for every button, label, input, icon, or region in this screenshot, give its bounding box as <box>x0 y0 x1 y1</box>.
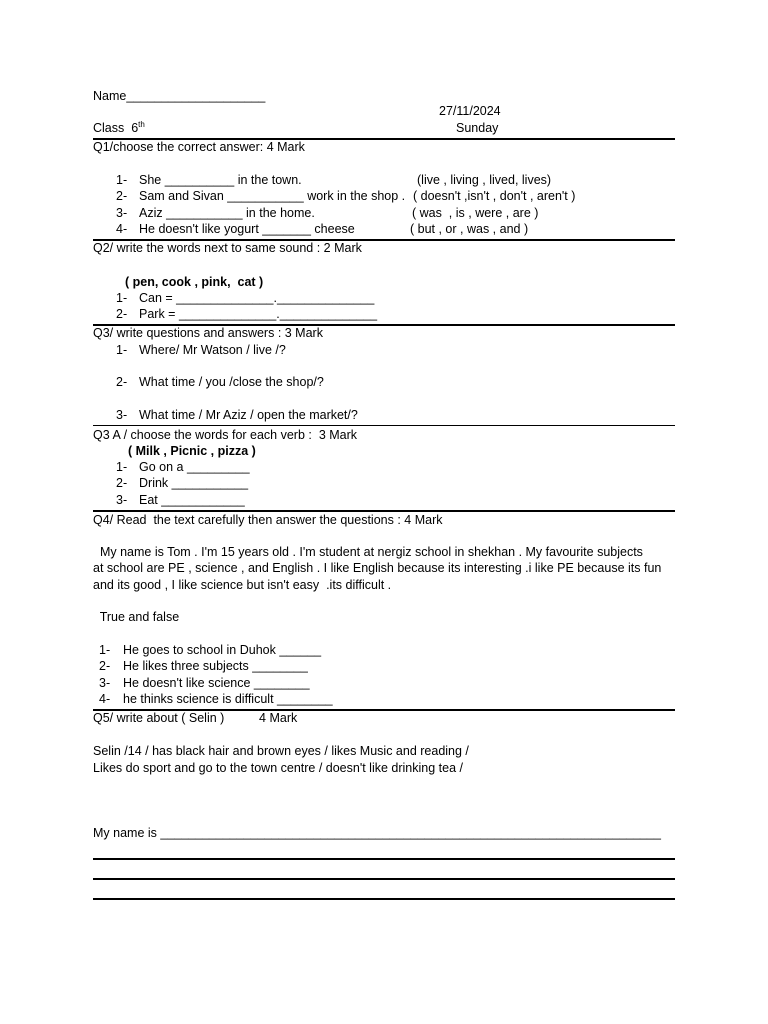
class-label <box>93 121 145 136</box>
divider <box>93 510 675 512</box>
passage-line: and its good , I like science but isn't easy .its difficult . <box>93 578 392 592</box>
q3a-item-text: Go on a _________ <box>139 460 250 474</box>
q4-item-number: 4- <box>99 692 111 706</box>
q1-item-options: ( was , is , were , are ) <box>412 206 539 220</box>
q5-answer-start: My name is ________________________________________________________________________ <box>93 826 661 840</box>
q3-item-number: 3- <box>116 408 128 422</box>
q2-title: Q2/ write the words next to same sound : 2 Mark <box>93 241 362 255</box>
answer-line <box>93 878 675 880</box>
q1-item-number: 1- <box>116 173 128 187</box>
true-false-title: True and false <box>93 610 180 624</box>
q4-item-text: He doesn't like science ________ <box>123 676 310 690</box>
answer-line <box>93 858 675 860</box>
q3-item-text: What time / you /close the shop/? <box>139 375 324 389</box>
q3a-item-number: 1- <box>116 460 128 474</box>
q1-title: Q1/choose the correct answer: 4 Mark <box>93 140 305 154</box>
q3a-word-bank: ( Milk , Picnic , pizza ) <box>128 444 256 458</box>
passage-line: at school are PE , science , and English . I like English because its interesting .i like PE because its fun <box>93 561 662 575</box>
q2-item-text: Can = ______________.______________ <box>139 291 375 305</box>
passage-line: My name is Tom . I'm 15 years old . I'm student at nergiz school in shekhan . My favourite subjects <box>93 545 643 559</box>
q3-item-text: What time / Mr Aziz / open the market/? <box>139 408 358 422</box>
answer-line <box>93 898 675 900</box>
q5-prompt-line: Selin /14 / has black hair and brown eyes / likes Music and reading / <box>93 744 469 758</box>
q1-item-options: ( but , or , was , and ) <box>410 222 529 236</box>
q5-prompt-line: Likes do sport and go to the town centre / doesn't like drinking tea / <box>93 761 463 775</box>
q3-item-number: 1- <box>116 343 128 357</box>
q2-item-number: 1- <box>116 291 128 305</box>
q1-item-options: ( doesn't ,isn't , don't , aren't ) <box>413 189 576 203</box>
exam-day: Sunday <box>456 121 499 135</box>
q3a-item-number: 2- <box>116 476 128 490</box>
q4-item-text: He goes to school in Duhok ______ <box>123 643 322 657</box>
q4-item-number: 1- <box>99 643 111 657</box>
divider <box>93 425 675 426</box>
q4-item-number: 3- <box>99 676 111 690</box>
q1-item-text: Aziz ___________ in the home. <box>139 206 315 220</box>
q2-word-bank: ( pen, cook , pink, cat ) <box>125 275 264 289</box>
q3a-item-text: Drink ___________ <box>139 476 249 490</box>
q1-item-options: (live , living , lived, lives) <box>417 173 552 187</box>
q1-item-text: She __________ in the town. <box>139 173 302 187</box>
exam-date: 27/11/2024 <box>439 104 501 118</box>
q1-item-number: 4- <box>116 222 128 236</box>
q4-title: Q4/ Read the text carefully then answer the questions : 4 Mark <box>93 513 443 527</box>
q1-item-text: He doesn't like yogurt _______ cheese <box>139 222 355 236</box>
q1-item-text: Sam and Sivan ___________ work in the shop . <box>139 189 406 203</box>
q3a-title: Q3 A / choose the words for each verb : 3 Mark <box>93 428 358 442</box>
q2-item-text: Park = ______________.______________ <box>139 307 378 321</box>
q3a-item-number: 3- <box>116 493 128 507</box>
class-text: Class 6 <box>93 121 139 135</box>
q3-item-number: 2- <box>116 375 128 389</box>
q4-item-text: He likes three subjects ________ <box>123 659 308 673</box>
name-field-label: Name____________________ <box>93 89 266 103</box>
q3a-item-text: Eat ____________ <box>139 493 245 507</box>
q4-item-text: he thinks science is difficult ________ <box>123 692 333 706</box>
q1-item-number: 3- <box>116 206 128 220</box>
q2-item-number: 2- <box>116 307 128 321</box>
q3-item-text: Where/ Mr Watson / live /? <box>139 343 286 357</box>
q4-item-number: 2- <box>99 659 111 673</box>
q3-title: Q3/ write questions and answers : 3 Mark <box>93 326 323 340</box>
q5-title: Q5/ write about ( Selin ) 4 Mark <box>93 711 298 725</box>
class-suffix: th <box>138 119 145 129</box>
q1-item-number: 2- <box>116 189 128 203</box>
